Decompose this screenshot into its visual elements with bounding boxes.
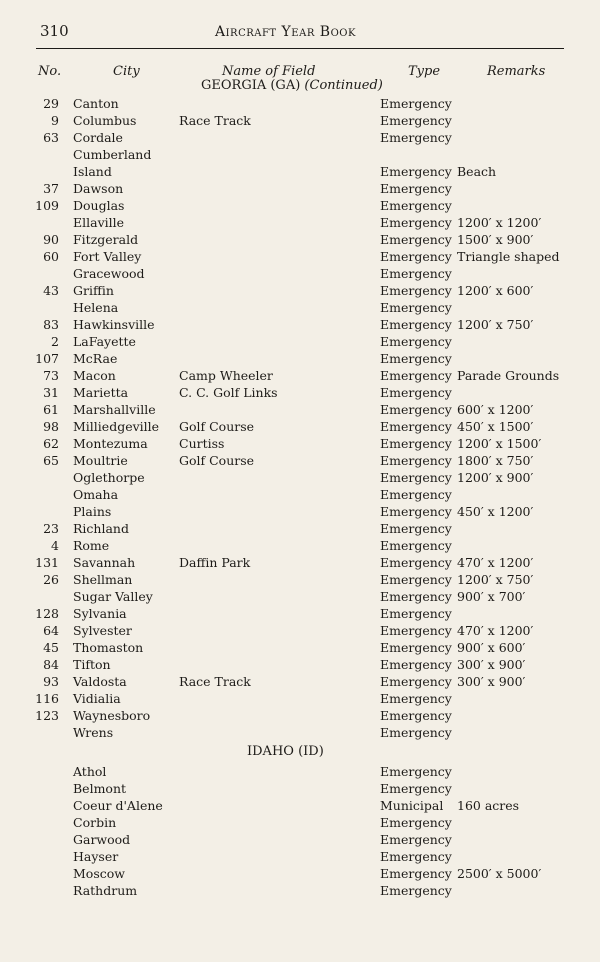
running-title: Aircraft Year Book (215, 24, 356, 40)
field-type: Emergency (380, 198, 452, 213)
section-name: IDAHO (ID) (247, 744, 324, 759)
field-type: Emergency (380, 130, 452, 145)
field-type: Emergency (380, 300, 452, 315)
field-type: Emergency (380, 832, 452, 847)
city-name: Sylvania (73, 606, 127, 621)
table-row (0, 605, 600, 622)
city-name: Canton (73, 96, 119, 111)
table-row (0, 486, 600, 503)
city-name: Cumberland (73, 147, 152, 162)
city-name: Tifton (73, 657, 111, 672)
column-header-city: City (113, 64, 140, 79)
city-name: Plains (73, 504, 112, 519)
remarks: 900′ x 600′ (457, 640, 526, 655)
field-type: Emergency (380, 623, 452, 638)
table-row (0, 265, 600, 282)
row-number: 128 (35, 606, 59, 621)
row-number: 4 (51, 538, 59, 553)
city-name: Fort Valley (73, 249, 142, 264)
field-type: Emergency (380, 266, 452, 281)
field-type: Emergency (380, 215, 452, 230)
table-row (0, 163, 600, 180)
table-row (0, 763, 600, 780)
field-name: Curtiss (179, 436, 225, 451)
field-type: Emergency (380, 555, 452, 570)
city-name: Athol (73, 764, 107, 779)
city-name: Shellman (73, 572, 133, 587)
table-row (0, 656, 600, 673)
page-number: 310 (40, 22, 69, 40)
field-type: Emergency (380, 232, 452, 247)
city-name: Columbus (73, 113, 137, 128)
table-row (0, 622, 600, 639)
field-type: Emergency (380, 640, 452, 655)
city-name: Marshallville (73, 402, 156, 417)
table-row (0, 299, 600, 316)
table-row (0, 231, 600, 248)
field-type: Emergency (380, 815, 452, 830)
table-row (0, 503, 600, 520)
field-type: Emergency (380, 181, 452, 196)
city-name: Garwood (73, 832, 131, 847)
row-number: 107 (35, 351, 59, 366)
table-row (0, 384, 600, 401)
field-type: Emergency (380, 674, 452, 689)
table-row (0, 865, 600, 882)
field-type: Emergency (380, 538, 452, 553)
remarks: 1200′ x 600′ (457, 283, 534, 298)
section-title-idaho (247, 744, 324, 759)
row-number: 2 (51, 334, 59, 349)
field-type: Emergency (380, 470, 452, 485)
city-name: Rathdrum (73, 883, 138, 898)
row-number: 31 (43, 385, 59, 400)
remarks: 2500′ x 5000′ (457, 866, 542, 881)
remarks: 1200′ x 900′ (457, 470, 534, 485)
table-row (0, 554, 600, 571)
remarks: Parade Grounds (457, 368, 560, 383)
table-row (0, 316, 600, 333)
field-type: Emergency (380, 866, 452, 881)
city-name: Vidialia (73, 691, 121, 706)
row-number: 116 (35, 691, 59, 706)
table-row (0, 367, 600, 384)
city-name: Oglethorpe (73, 470, 145, 485)
city-name: Hayser (73, 849, 119, 864)
section-name: GEORGIA (GA) (201, 78, 301, 93)
row-number: 98 (43, 419, 59, 434)
table-row (0, 848, 600, 865)
row-number: 26 (43, 572, 59, 587)
field-name: Golf Course (179, 419, 255, 434)
table-row (0, 146, 600, 163)
table-row (0, 350, 600, 367)
table-row (0, 780, 600, 797)
remarks: 900′ x 700′ (457, 589, 526, 604)
row-number: 109 (35, 198, 59, 213)
field-type: Emergency (380, 781, 452, 796)
city-name: Corbin (73, 815, 117, 830)
remarks: 1200′ x 1200′ (457, 215, 542, 230)
table-row (0, 418, 600, 435)
city-name: Helena (73, 300, 119, 315)
remarks: 160 acres (457, 798, 520, 813)
remarks: 1200′ x 1500′ (457, 436, 542, 451)
field-type: Emergency (380, 164, 452, 179)
city-name: Thomaston (73, 640, 144, 655)
remarks: Beach (457, 164, 497, 179)
city-name: Cordale (73, 130, 123, 145)
field-name: C. C. Golf Links (179, 385, 278, 400)
city-name: Sylvester (73, 623, 132, 638)
table-row (0, 435, 600, 452)
row-number: 43 (43, 283, 59, 298)
city-name: Ellaville (73, 215, 125, 230)
city-name: Belmont (73, 781, 127, 796)
remarks: 300′ x 900′ (457, 674, 526, 689)
row-number: 45 (43, 640, 59, 655)
table-row (0, 129, 600, 146)
field-type: Emergency (380, 849, 452, 864)
table-row (0, 588, 600, 605)
column-header-field: Name of Field (222, 64, 316, 79)
remarks: 450′ x 1500′ (457, 419, 534, 434)
city-name: McRae (73, 351, 118, 366)
section-note: (Continued) (304, 78, 383, 93)
table-row (0, 673, 600, 690)
remarks: 1500′ x 900′ (457, 232, 534, 247)
field-name: Camp Wheeler (179, 368, 273, 383)
row-number: 65 (43, 453, 59, 468)
remarks: 470′ x 1200′ (457, 623, 534, 638)
field-type: Emergency (380, 691, 452, 706)
row-number: 83 (43, 317, 59, 332)
field-type: Municipal (380, 798, 444, 813)
remarks: 300′ x 900′ (457, 657, 526, 672)
city-name: Valdosta (73, 674, 127, 689)
table-row (0, 95, 600, 112)
row-number: 23 (43, 521, 59, 536)
city-name: Richland (73, 521, 129, 536)
field-type: Emergency (380, 368, 452, 383)
table-row (0, 690, 600, 707)
table-row (0, 639, 600, 656)
field-type: Emergency (380, 708, 452, 723)
field-type: Emergency (380, 487, 452, 502)
field-type: Emergency (380, 249, 452, 264)
table-row (0, 882, 600, 899)
remarks: 1200′ x 750′ (457, 317, 534, 332)
table-row (0, 214, 600, 231)
row-number: 64 (43, 623, 59, 638)
remarks: 450′ x 1200′ (457, 504, 534, 519)
table-row (0, 180, 600, 197)
city-name: Moscow (73, 866, 125, 881)
remarks: 600′ x 1200′ (457, 402, 534, 417)
column-header-remarks: Remarks (487, 64, 546, 79)
field-type: Emergency (380, 334, 452, 349)
field-type: Emergency (380, 572, 452, 587)
field-type: Emergency (380, 436, 452, 451)
table-row (0, 452, 600, 469)
field-type: Emergency (380, 657, 452, 672)
field-type: Emergency (380, 385, 452, 400)
field-type: Emergency (380, 96, 452, 111)
city-name: Hawkinsville (73, 317, 155, 332)
city-name: Douglas (73, 198, 125, 213)
field-name: Race Track (179, 113, 251, 128)
row-number: 9 (51, 113, 59, 128)
table-row (0, 112, 600, 129)
field-name: Daffin Park (179, 555, 251, 570)
section-title-georgia (201, 78, 383, 93)
table-row (0, 724, 600, 741)
city-name: Sugar Valley (73, 589, 153, 604)
field-type: Emergency (380, 504, 452, 519)
field-type: Emergency (380, 764, 452, 779)
field-type: Emergency (380, 521, 452, 536)
field-type: Emergency (380, 883, 452, 898)
city-name: Griffin (73, 283, 114, 298)
table-row (0, 831, 600, 848)
city-name: Island (73, 164, 112, 179)
table-row (0, 520, 600, 537)
field-type: Emergency (380, 317, 452, 332)
row-number: 93 (43, 674, 59, 689)
table-row (0, 797, 600, 814)
city-name: Gracewood (73, 266, 145, 281)
city-name: Omaha (73, 487, 119, 502)
running-header (40, 22, 562, 46)
field-name: Race Track (179, 674, 251, 689)
table-row (0, 814, 600, 831)
row-number: 84 (43, 657, 59, 672)
city-name: Coeur d'Alene (73, 798, 163, 813)
city-name: Macon (73, 368, 116, 383)
field-type: Emergency (380, 402, 452, 417)
row-number: 29 (43, 96, 59, 111)
column-header-no: No. (38, 64, 62, 79)
table-row (0, 197, 600, 214)
table-row (0, 282, 600, 299)
field-type: Emergency (380, 351, 452, 366)
table-row (0, 401, 600, 418)
city-name: Moultrie (73, 453, 128, 468)
field-type: Emergency (380, 283, 452, 298)
table-row (0, 707, 600, 724)
city-name: Fitzgerald (73, 232, 139, 247)
remarks: 470′ x 1200′ (457, 555, 534, 570)
table-row (0, 248, 600, 265)
header-rule (36, 48, 564, 49)
row-number: 62 (43, 436, 59, 451)
remarks: 1800′ x 750′ (457, 453, 534, 468)
field-type: Emergency (380, 606, 452, 621)
row-number: 37 (43, 181, 59, 196)
column-header-type: Type (408, 64, 441, 79)
remarks: 1200′ x 750′ (457, 572, 534, 587)
field-type: Emergency (380, 419, 452, 434)
field-name: Golf Course (179, 453, 255, 468)
city-name: Marietta (73, 385, 129, 400)
table-row (0, 571, 600, 588)
city-name: Rome (73, 538, 110, 553)
field-type: Emergency (380, 113, 452, 128)
row-number: 123 (35, 708, 59, 723)
city-name: Wrens (73, 725, 114, 740)
remarks: Triangle shaped (457, 249, 560, 264)
row-number: 61 (43, 402, 59, 417)
city-name: Savannah (73, 555, 136, 570)
city-name: Montezuma (73, 436, 148, 451)
row-number: 63 (43, 130, 59, 145)
field-type: Emergency (380, 589, 452, 604)
field-type: Emergency (380, 725, 452, 740)
city-name: LaFayette (73, 334, 136, 349)
table-row (0, 537, 600, 554)
city-name: Milliedgeville (73, 419, 160, 434)
table-row (0, 469, 600, 486)
row-number: 90 (43, 232, 59, 247)
row-number: 131 (35, 555, 59, 570)
table-row (0, 333, 600, 350)
city-name: Waynesboro (73, 708, 151, 723)
row-number: 60 (43, 249, 59, 264)
field-type: Emergency (380, 453, 452, 468)
city-name: Dawson (73, 181, 124, 196)
row-number: 73 (43, 368, 59, 383)
